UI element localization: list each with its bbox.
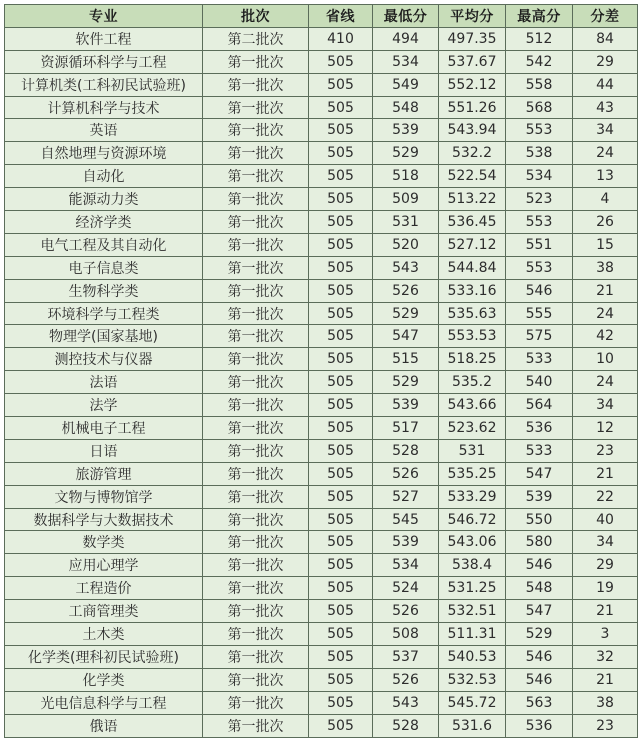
table-row bbox=[5, 371, 638, 394]
cell-max-score: 512 bbox=[506, 27, 573, 50]
cell-min-score: 520 bbox=[373, 233, 439, 256]
cell-score-diff: 38 bbox=[573, 691, 638, 714]
cell-provincial-line: 505 bbox=[309, 96, 373, 119]
cell-avg-score: 543.06 bbox=[439, 531, 506, 554]
cell-provincial-line: 505 bbox=[309, 600, 373, 623]
cell-major: 光电信息科学与工程 bbox=[5, 691, 203, 714]
cell-avg-score: 535.63 bbox=[439, 302, 506, 325]
cell-score-diff: 29 bbox=[573, 554, 638, 577]
header-major: 专业 bbox=[5, 5, 203, 28]
cell-min-score: 539 bbox=[373, 119, 439, 142]
cell-provincial-line: 505 bbox=[309, 211, 373, 234]
cell-score-diff: 26 bbox=[573, 211, 638, 234]
cell-max-score: 542 bbox=[506, 50, 573, 73]
table-row bbox=[5, 394, 638, 417]
table-row bbox=[5, 577, 638, 600]
cell-major: 英语 bbox=[5, 119, 203, 142]
table-row bbox=[5, 623, 638, 646]
cell-max-score: 553 bbox=[506, 119, 573, 142]
table-row bbox=[5, 27, 638, 50]
cell-batch: 第一批次 bbox=[203, 508, 309, 531]
cell-batch: 第一批次 bbox=[203, 691, 309, 714]
cell-avg-score: 523.62 bbox=[439, 417, 506, 440]
cell-avg-score: 497.35 bbox=[439, 27, 506, 50]
cell-avg-score: 544.84 bbox=[439, 256, 506, 279]
cell-batch: 第一批次 bbox=[203, 645, 309, 668]
cell-batch: 第一批次 bbox=[203, 50, 309, 73]
cell-major: 应用心理学 bbox=[5, 554, 203, 577]
table-row bbox=[5, 714, 638, 737]
cell-batch: 第一批次 bbox=[203, 325, 309, 348]
cell-provincial-line: 505 bbox=[309, 188, 373, 211]
cell-batch: 第一批次 bbox=[203, 531, 309, 554]
cell-max-score: 553 bbox=[506, 256, 573, 279]
cell-max-score: 568 bbox=[506, 96, 573, 119]
cell-avg-score: 531 bbox=[439, 439, 506, 462]
table-row bbox=[5, 50, 638, 73]
cell-score-diff: 21 bbox=[573, 279, 638, 302]
header-avg-score: 平均分 bbox=[439, 5, 506, 28]
cell-batch: 第一批次 bbox=[203, 211, 309, 234]
cell-max-score: 529 bbox=[506, 623, 573, 646]
cell-avg-score: 551.26 bbox=[439, 96, 506, 119]
cell-max-score: 555 bbox=[506, 302, 573, 325]
table-row bbox=[5, 119, 638, 142]
cell-score-diff: 42 bbox=[573, 325, 638, 348]
cell-major: 化学类(理科初民试验班) bbox=[5, 645, 203, 668]
cell-score-diff: 21 bbox=[573, 462, 638, 485]
cell-min-score: 534 bbox=[373, 554, 439, 577]
table-row bbox=[5, 279, 638, 302]
cell-min-score: 531 bbox=[373, 211, 439, 234]
cell-provincial-line: 505 bbox=[309, 417, 373, 440]
cell-min-score: 545 bbox=[373, 508, 439, 531]
cell-batch: 第一批次 bbox=[203, 485, 309, 508]
cell-max-score: 564 bbox=[506, 394, 573, 417]
header-max-score: 最高分 bbox=[506, 5, 573, 28]
cell-major: 土木类 bbox=[5, 623, 203, 646]
cell-major: 能源动力类 bbox=[5, 188, 203, 211]
cell-max-score: 547 bbox=[506, 600, 573, 623]
cell-batch: 第一批次 bbox=[203, 73, 309, 96]
table-row bbox=[5, 508, 638, 531]
header-min-score: 最低分 bbox=[373, 5, 439, 28]
cell-max-score: 547 bbox=[506, 462, 573, 485]
cell-major: 自然地理与资源环境 bbox=[5, 142, 203, 165]
cell-score-diff: 32 bbox=[573, 645, 638, 668]
cell-provincial-line: 505 bbox=[309, 714, 373, 737]
cell-batch: 第一批次 bbox=[203, 600, 309, 623]
cell-major: 文物与博物馆学 bbox=[5, 485, 203, 508]
cell-batch: 第一批次 bbox=[203, 577, 309, 600]
cell-score-diff: 24 bbox=[573, 302, 638, 325]
cell-provincial-line: 505 bbox=[309, 554, 373, 577]
cell-provincial-line: 505 bbox=[309, 73, 373, 96]
cell-score-diff: 13 bbox=[573, 165, 638, 188]
cell-avg-score: 532.51 bbox=[439, 600, 506, 623]
cell-batch: 第一批次 bbox=[203, 394, 309, 417]
cell-max-score: 553 bbox=[506, 211, 573, 234]
cell-max-score: 546 bbox=[506, 668, 573, 691]
table-row bbox=[5, 462, 638, 485]
table-row bbox=[5, 668, 638, 691]
cell-batch: 第一批次 bbox=[203, 233, 309, 256]
cell-max-score: 539 bbox=[506, 485, 573, 508]
cell-provincial-line: 410 bbox=[309, 27, 373, 50]
cell-batch: 第一批次 bbox=[203, 348, 309, 371]
cell-score-diff: 19 bbox=[573, 577, 638, 600]
cell-score-diff: 22 bbox=[573, 485, 638, 508]
cell-score-diff: 34 bbox=[573, 531, 638, 554]
cell-min-score: 526 bbox=[373, 668, 439, 691]
cell-avg-score: 533.16 bbox=[439, 279, 506, 302]
cell-provincial-line: 505 bbox=[309, 348, 373, 371]
cell-major: 测控技术与仪器 bbox=[5, 348, 203, 371]
cell-min-score: 508 bbox=[373, 623, 439, 646]
cell-avg-score: 518.25 bbox=[439, 348, 506, 371]
cell-major: 数据科学与大数据技术 bbox=[5, 508, 203, 531]
cell-score-diff: 4 bbox=[573, 188, 638, 211]
cell-max-score: 536 bbox=[506, 714, 573, 737]
table-row bbox=[5, 142, 638, 165]
cell-avg-score: 546.72 bbox=[439, 508, 506, 531]
cell-avg-score: 532.2 bbox=[439, 142, 506, 165]
cell-major: 生物科学类 bbox=[5, 279, 203, 302]
cell-max-score: 575 bbox=[506, 325, 573, 348]
table-row bbox=[5, 211, 638, 234]
cell-min-score: 539 bbox=[373, 394, 439, 417]
cell-provincial-line: 505 bbox=[309, 233, 373, 256]
cell-score-diff: 44 bbox=[573, 73, 638, 96]
cell-score-diff: 34 bbox=[573, 119, 638, 142]
cell-provincial-line: 505 bbox=[309, 485, 373, 508]
cell-min-score: 529 bbox=[373, 302, 439, 325]
header-score-diff: 分差 bbox=[573, 5, 638, 28]
cell-major: 物理学(国家基地) bbox=[5, 325, 203, 348]
table-row bbox=[5, 348, 638, 371]
cell-min-score: 534 bbox=[373, 50, 439, 73]
table-row bbox=[5, 417, 638, 440]
table-row bbox=[5, 96, 638, 119]
cell-batch: 第一批次 bbox=[203, 714, 309, 737]
cell-max-score: 550 bbox=[506, 508, 573, 531]
cell-avg-score: 543.94 bbox=[439, 119, 506, 142]
table-row bbox=[5, 188, 638, 211]
cell-min-score: 547 bbox=[373, 325, 439, 348]
cell-avg-score: 522.54 bbox=[439, 165, 506, 188]
cell-major: 经济学类 bbox=[5, 211, 203, 234]
cell-score-diff: 24 bbox=[573, 371, 638, 394]
cell-provincial-line: 505 bbox=[309, 371, 373, 394]
cell-provincial-line: 505 bbox=[309, 623, 373, 646]
table-row bbox=[5, 645, 638, 668]
table-row bbox=[5, 485, 638, 508]
cell-min-score: 543 bbox=[373, 691, 439, 714]
cell-score-diff: 43 bbox=[573, 96, 638, 119]
cell-score-diff: 24 bbox=[573, 142, 638, 165]
cell-provincial-line: 505 bbox=[309, 302, 373, 325]
cell-provincial-line: 505 bbox=[309, 279, 373, 302]
cell-major: 旅游管理 bbox=[5, 462, 203, 485]
cell-min-score: 539 bbox=[373, 531, 439, 554]
cell-major: 机械电子工程 bbox=[5, 417, 203, 440]
cell-score-diff: 84 bbox=[573, 27, 638, 50]
cell-min-score: 537 bbox=[373, 645, 439, 668]
table-row bbox=[5, 325, 638, 348]
cell-major: 法语 bbox=[5, 371, 203, 394]
cell-major: 数学类 bbox=[5, 531, 203, 554]
cell-avg-score: 533.29 bbox=[439, 485, 506, 508]
cell-score-diff: 23 bbox=[573, 714, 638, 737]
table-row bbox=[5, 691, 638, 714]
cell-batch: 第一批次 bbox=[203, 256, 309, 279]
cell-provincial-line: 505 bbox=[309, 50, 373, 73]
cell-min-score: 526 bbox=[373, 279, 439, 302]
cell-score-diff: 3 bbox=[573, 623, 638, 646]
cell-avg-score: 545.72 bbox=[439, 691, 506, 714]
cell-max-score: 563 bbox=[506, 691, 573, 714]
cell-provincial-line: 505 bbox=[309, 439, 373, 462]
table-row bbox=[5, 554, 638, 577]
cell-max-score: 540 bbox=[506, 371, 573, 394]
cell-score-diff: 15 bbox=[573, 233, 638, 256]
cell-batch: 第一批次 bbox=[203, 554, 309, 577]
cell-max-score: 533 bbox=[506, 439, 573, 462]
cell-min-score: 509 bbox=[373, 188, 439, 211]
cell-batch: 第一批次 bbox=[203, 439, 309, 462]
score-table-container bbox=[4, 4, 637, 734]
cell-max-score: 558 bbox=[506, 73, 573, 96]
cell-min-score: 518 bbox=[373, 165, 439, 188]
cell-major: 软件工程 bbox=[5, 27, 203, 50]
cell-avg-score: 531.6 bbox=[439, 714, 506, 737]
cell-provincial-line: 505 bbox=[309, 119, 373, 142]
cell-batch: 第一批次 bbox=[203, 188, 309, 211]
cell-min-score: 528 bbox=[373, 714, 439, 737]
cell-max-score: 546 bbox=[506, 645, 573, 668]
table-row bbox=[5, 233, 638, 256]
cell-avg-score: 538.4 bbox=[439, 554, 506, 577]
admission-score-table bbox=[4, 4, 638, 738]
cell-provincial-line: 505 bbox=[309, 508, 373, 531]
cell-score-diff: 23 bbox=[573, 439, 638, 462]
cell-max-score: 538 bbox=[506, 142, 573, 165]
cell-avg-score: 537.67 bbox=[439, 50, 506, 73]
cell-batch: 第二批次 bbox=[203, 27, 309, 50]
cell-batch: 第一批次 bbox=[203, 96, 309, 119]
cell-avg-score: 513.22 bbox=[439, 188, 506, 211]
cell-min-score: 549 bbox=[373, 73, 439, 96]
table-row bbox=[5, 73, 638, 96]
cell-min-score: 526 bbox=[373, 600, 439, 623]
cell-batch: 第一批次 bbox=[203, 623, 309, 646]
table-body bbox=[5, 27, 638, 737]
cell-provincial-line: 505 bbox=[309, 256, 373, 279]
cell-score-diff: 21 bbox=[573, 668, 638, 691]
header-provincial-line: 省线 bbox=[309, 5, 373, 28]
cell-provincial-line: 505 bbox=[309, 531, 373, 554]
cell-batch: 第一批次 bbox=[203, 417, 309, 440]
cell-major: 俄语 bbox=[5, 714, 203, 737]
cell-provincial-line: 505 bbox=[309, 394, 373, 417]
cell-max-score: 548 bbox=[506, 577, 573, 600]
cell-min-score: 526 bbox=[373, 462, 439, 485]
cell-min-score: 524 bbox=[373, 577, 439, 600]
cell-batch: 第一批次 bbox=[203, 371, 309, 394]
cell-max-score: 580 bbox=[506, 531, 573, 554]
cell-score-diff: 12 bbox=[573, 417, 638, 440]
cell-provincial-line: 505 bbox=[309, 142, 373, 165]
table-row bbox=[5, 165, 638, 188]
table-row bbox=[5, 256, 638, 279]
cell-major: 电气工程及其自动化 bbox=[5, 233, 203, 256]
cell-major: 日语 bbox=[5, 439, 203, 462]
header-batch: 批次 bbox=[203, 5, 309, 28]
cell-major: 电子信息类 bbox=[5, 256, 203, 279]
cell-min-score: 528 bbox=[373, 439, 439, 462]
cell-min-score: 543 bbox=[373, 256, 439, 279]
cell-batch: 第一批次 bbox=[203, 462, 309, 485]
cell-max-score: 546 bbox=[506, 279, 573, 302]
cell-avg-score: 540.53 bbox=[439, 645, 506, 668]
cell-min-score: 517 bbox=[373, 417, 439, 440]
cell-score-diff: 10 bbox=[573, 348, 638, 371]
cell-avg-score: 553.53 bbox=[439, 325, 506, 348]
cell-provincial-line: 505 bbox=[309, 691, 373, 714]
cell-min-score: 527 bbox=[373, 485, 439, 508]
cell-score-diff: 38 bbox=[573, 256, 638, 279]
cell-major: 计算机科学与技术 bbox=[5, 96, 203, 119]
cell-batch: 第一批次 bbox=[203, 668, 309, 691]
cell-provincial-line: 505 bbox=[309, 165, 373, 188]
cell-batch: 第一批次 bbox=[203, 279, 309, 302]
cell-max-score: 546 bbox=[506, 554, 573, 577]
cell-major: 工程造价 bbox=[5, 577, 203, 600]
cell-provincial-line: 505 bbox=[309, 668, 373, 691]
cell-major: 资源循环科学与工程 bbox=[5, 50, 203, 73]
cell-major: 环境科学与工程类 bbox=[5, 302, 203, 325]
cell-provincial-line: 505 bbox=[309, 577, 373, 600]
cell-avg-score: 535.25 bbox=[439, 462, 506, 485]
cell-max-score: 534 bbox=[506, 165, 573, 188]
cell-avg-score: 531.25 bbox=[439, 577, 506, 600]
table-header-row bbox=[5, 5, 638, 28]
cell-score-diff: 40 bbox=[573, 508, 638, 531]
cell-avg-score: 532.53 bbox=[439, 668, 506, 691]
cell-batch: 第一批次 bbox=[203, 302, 309, 325]
cell-batch: 第一批次 bbox=[203, 165, 309, 188]
cell-major: 化学类 bbox=[5, 668, 203, 691]
table-row bbox=[5, 439, 638, 462]
cell-provincial-line: 505 bbox=[309, 645, 373, 668]
cell-major: 自动化 bbox=[5, 165, 203, 188]
cell-min-score: 494 bbox=[373, 27, 439, 50]
cell-batch: 第一批次 bbox=[203, 142, 309, 165]
cell-avg-score: 536.45 bbox=[439, 211, 506, 234]
cell-avg-score: 527.12 bbox=[439, 233, 506, 256]
cell-min-score: 515 bbox=[373, 348, 439, 371]
cell-avg-score: 535.2 bbox=[439, 371, 506, 394]
cell-provincial-line: 505 bbox=[309, 462, 373, 485]
table-row bbox=[5, 600, 638, 623]
cell-provincial-line: 505 bbox=[309, 325, 373, 348]
cell-major: 计算机类(工科初民试验班) bbox=[5, 73, 203, 96]
cell-avg-score: 552.12 bbox=[439, 73, 506, 96]
cell-max-score: 536 bbox=[506, 417, 573, 440]
cell-max-score: 551 bbox=[506, 233, 573, 256]
cell-min-score: 529 bbox=[373, 142, 439, 165]
table-row bbox=[5, 302, 638, 325]
cell-avg-score: 543.66 bbox=[439, 394, 506, 417]
cell-score-diff: 34 bbox=[573, 394, 638, 417]
cell-min-score: 529 bbox=[373, 371, 439, 394]
cell-score-diff: 21 bbox=[573, 600, 638, 623]
cell-avg-score: 511.31 bbox=[439, 623, 506, 646]
cell-score-diff: 29 bbox=[573, 50, 638, 73]
cell-min-score: 548 bbox=[373, 96, 439, 119]
cell-max-score: 523 bbox=[506, 188, 573, 211]
cell-major: 工商管理类 bbox=[5, 600, 203, 623]
cell-major: 法学 bbox=[5, 394, 203, 417]
cell-max-score: 533 bbox=[506, 348, 573, 371]
table-row bbox=[5, 531, 638, 554]
cell-batch: 第一批次 bbox=[203, 119, 309, 142]
